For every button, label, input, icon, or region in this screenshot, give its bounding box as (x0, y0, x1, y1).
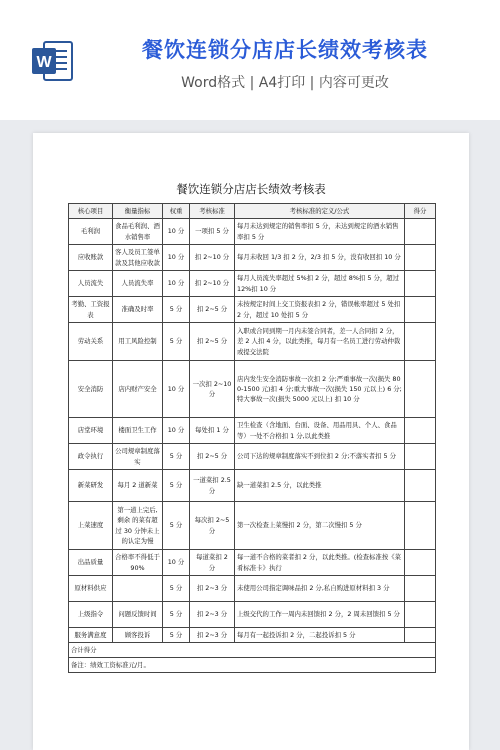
cell-definition: 入职或合同到期一月内未签合同者，差一人合同扣 2 分，差 2 人扣 4 分，以此类推，每月有一名员工进行劳动仲裁或提交法院 (235, 323, 405, 361)
word-icon (30, 38, 76, 84)
table-row (69, 297, 436, 323)
cell-score (405, 444, 436, 470)
cell-weight: 10 分 (163, 550, 190, 576)
cell-item: 政令执行 (69, 444, 113, 470)
col-header-item: 核心项目 (69, 204, 113, 219)
cell-weight: 10 分 (163, 418, 190, 444)
cell-score (405, 602, 436, 628)
cell-weight: 10 分 (163, 361, 190, 418)
document-title: 餐饮连锁分店店长绩效考核表 (176, 182, 326, 196)
note-row (69, 658, 436, 673)
cell-item: 出品质量 (69, 550, 113, 576)
cell-score (405, 271, 436, 297)
cell-weight: 5 分 (163, 444, 190, 470)
page-subtitle: Word格式 | A4打印 | 内容可更改 (181, 75, 389, 91)
cell-standard: 扣 2~10 分 (190, 245, 235, 271)
total-label: 合计得分 (69, 643, 436, 658)
cell-metric: 客人及员工签单款及其他应收款 (113, 245, 163, 271)
table-row (69, 628, 436, 643)
cell-metric: 准确及时率 (113, 297, 163, 323)
cell-weight: 10 分 (163, 271, 190, 297)
cell-item: 人员流失 (69, 271, 113, 297)
svg-text:W: W (36, 54, 52, 71)
cell-definition: 公司下达的规章制度落实不到位扣 2 分;不落实者扣 5 分 (235, 444, 405, 470)
total-row (69, 643, 436, 658)
cell-metric: 用工风险控制 (113, 323, 163, 361)
cell-standard: 扣 2~5 分 (190, 444, 235, 470)
cell-definition: 缺一道菜扣 2.5 分，以此类推 (235, 470, 405, 502)
cell-item: 服务满意度 (69, 628, 113, 643)
cell-metric: 顾客投诉 (113, 628, 163, 643)
table-row (69, 576, 436, 602)
cell-definition: 卫生检查（含地面、台面、设备、用品用具、个人、食品等）一处不合格扣 1 分,以此类推 (235, 418, 405, 444)
cell-standard: 扣 2~10 分 (190, 271, 235, 297)
cell-item: 原材料供应 (69, 576, 113, 602)
cell-standard: 扣 2~5 分 (190, 297, 235, 323)
cell-score (405, 297, 436, 323)
cell-item: 应收账款 (69, 245, 113, 271)
cell-definition: 每月未达到规定的销售率扣 5 分，未达到规定的酒水销售率扣 5 分 (235, 219, 405, 245)
cell-item: 安全消防 (69, 361, 113, 418)
cell-standard: 扣 2~5 分 (190, 323, 235, 361)
cell-definition: 第一次检查上菜慢扣 2 分，第二次慢扣 5 分 (235, 502, 405, 550)
table-row (69, 245, 436, 271)
cell-weight: 5 分 (163, 470, 190, 502)
assessment-table (68, 203, 436, 673)
cell-definition: 未使用公司指定调味品扣 2 分,私自购进原材料扣 3 分 (235, 576, 405, 602)
cell-standard: 扣 2~3 分 (190, 602, 235, 628)
cell-weight: 10 分 (163, 219, 190, 245)
cell-weight: 5 分 (163, 502, 190, 550)
cell-standard: 一项扣 5 分 (190, 219, 235, 245)
cell-item: 考勤、工资报表 (69, 297, 113, 323)
cell-score (405, 470, 436, 502)
cell-metric: 食品毛利润、酒水销售率 (113, 219, 163, 245)
cell-definition: 上级交代的工作一周内未回馈扣 2 分，2 周未回馈扣 5 分 (235, 602, 405, 628)
note-text: 备注：绩效工资标准元/月。 (69, 658, 436, 673)
table-header-row (69, 204, 436, 219)
cell-score (405, 576, 436, 602)
table-row (69, 470, 436, 502)
cell-standard: 一次扣 2~10 分 (190, 361, 235, 418)
cell-definition: 未按规定时间上交工资报表扣 2 分，错误帐率超过 5 处扣 2 分，超过 10 处扣 5 分 (235, 297, 405, 323)
cell-definition: 每月有一起投诉扣 2 分，二起投诉扣 5 分 (235, 628, 405, 643)
cell-metric: 合格率不得低于 90% (113, 550, 163, 576)
cell-score (405, 323, 436, 361)
cell-standard: 扣 2~3 分 (190, 576, 235, 602)
col-header-metric: 衡量指标 (113, 204, 163, 219)
cell-standard: 每次扣 2~5 分 (190, 502, 235, 550)
cell-metric: 人员流失率 (113, 271, 163, 297)
table-row (69, 444, 436, 470)
col-header-weight: 权重 (163, 204, 190, 219)
cell-definition: 每一道不合格的菜者扣 2 分，以此类推。(检查标准按《菜肴标准卡》执行 (235, 550, 405, 576)
table-row (69, 323, 436, 361)
header (0, 0, 500, 120)
cell-item: 店堂环境 (69, 418, 113, 444)
cell-standard: 每处扣 1 分 (190, 418, 235, 444)
cell-weight: 5 分 (163, 323, 190, 361)
cell-item: 毛利润 (69, 219, 113, 245)
cell-metric (113, 576, 163, 602)
cell-definition: 每月未收回 1/3 扣 2 分，2/3 扣 5 分，没有收回扣 10 分 (235, 245, 405, 271)
col-header-standard: 考核标准 (190, 204, 235, 219)
cell-score (405, 361, 436, 418)
cell-weight: 5 分 (163, 628, 190, 643)
cell-score (405, 550, 436, 576)
cell-standard: 每道菜扣 2 分 (190, 550, 235, 576)
cell-metric: 每月 2 道新菜 (113, 470, 163, 502)
cell-weight: 5 分 (163, 297, 190, 323)
cell-metric: 楼面卫生工作 (113, 418, 163, 444)
cell-metric: 店内财产安全 (113, 361, 163, 418)
cell-weight: 10 分 (163, 245, 190, 271)
cell-score (405, 219, 436, 245)
cell-score (405, 502, 436, 550)
col-header-score: 得分 (405, 204, 436, 219)
cell-standard: 一道菜扣 2.5 分 (190, 470, 235, 502)
cell-item: 劳动关系 (69, 323, 113, 361)
cell-definition: 每月人员流失率超过 5%扣 2 分，超过 8%扣 5 分，超过 12%扣 10 分 (235, 271, 405, 297)
cell-item: 新菜研发 (69, 470, 113, 502)
table-row (69, 271, 436, 297)
document-page (33, 133, 469, 750)
cell-weight: 5 分 (163, 602, 190, 628)
cell-metric: 公司规章制度落实 (113, 444, 163, 470)
cell-score (405, 628, 436, 643)
page-title: 餐饮连锁分店店长绩效考核表 (142, 38, 428, 62)
cell-metric: 问题反馈时间 (113, 602, 163, 628)
table-row (69, 602, 436, 628)
cell-item: 上菜速度 (69, 502, 113, 550)
cell-weight: 5 分 (163, 576, 190, 602)
table-row (69, 502, 436, 550)
table-row (69, 219, 436, 245)
cell-metric: 第一道上完后,剩余 的菜有超过 30 分钟未上的认定为慢 (113, 502, 163, 550)
cell-standard: 扣 2~3 分 (190, 628, 235, 643)
col-header-definition: 考核标准的定义/公式 (235, 204, 405, 219)
cell-definition: 店内发生安全消防事故一次扣 2 分;严重事故一次(损失 800-1500 元)扣 4 分;重大事故一次(损失 150 元以上) 6 分;特大事故一次(损失 5000 元以上) 扣 10 分 (235, 361, 405, 418)
table-row (69, 550, 436, 576)
cell-score (405, 418, 436, 444)
table-row (69, 361, 436, 418)
cell-item: 上级指令 (69, 602, 113, 628)
table-row (69, 418, 436, 444)
cell-score (405, 245, 436, 271)
